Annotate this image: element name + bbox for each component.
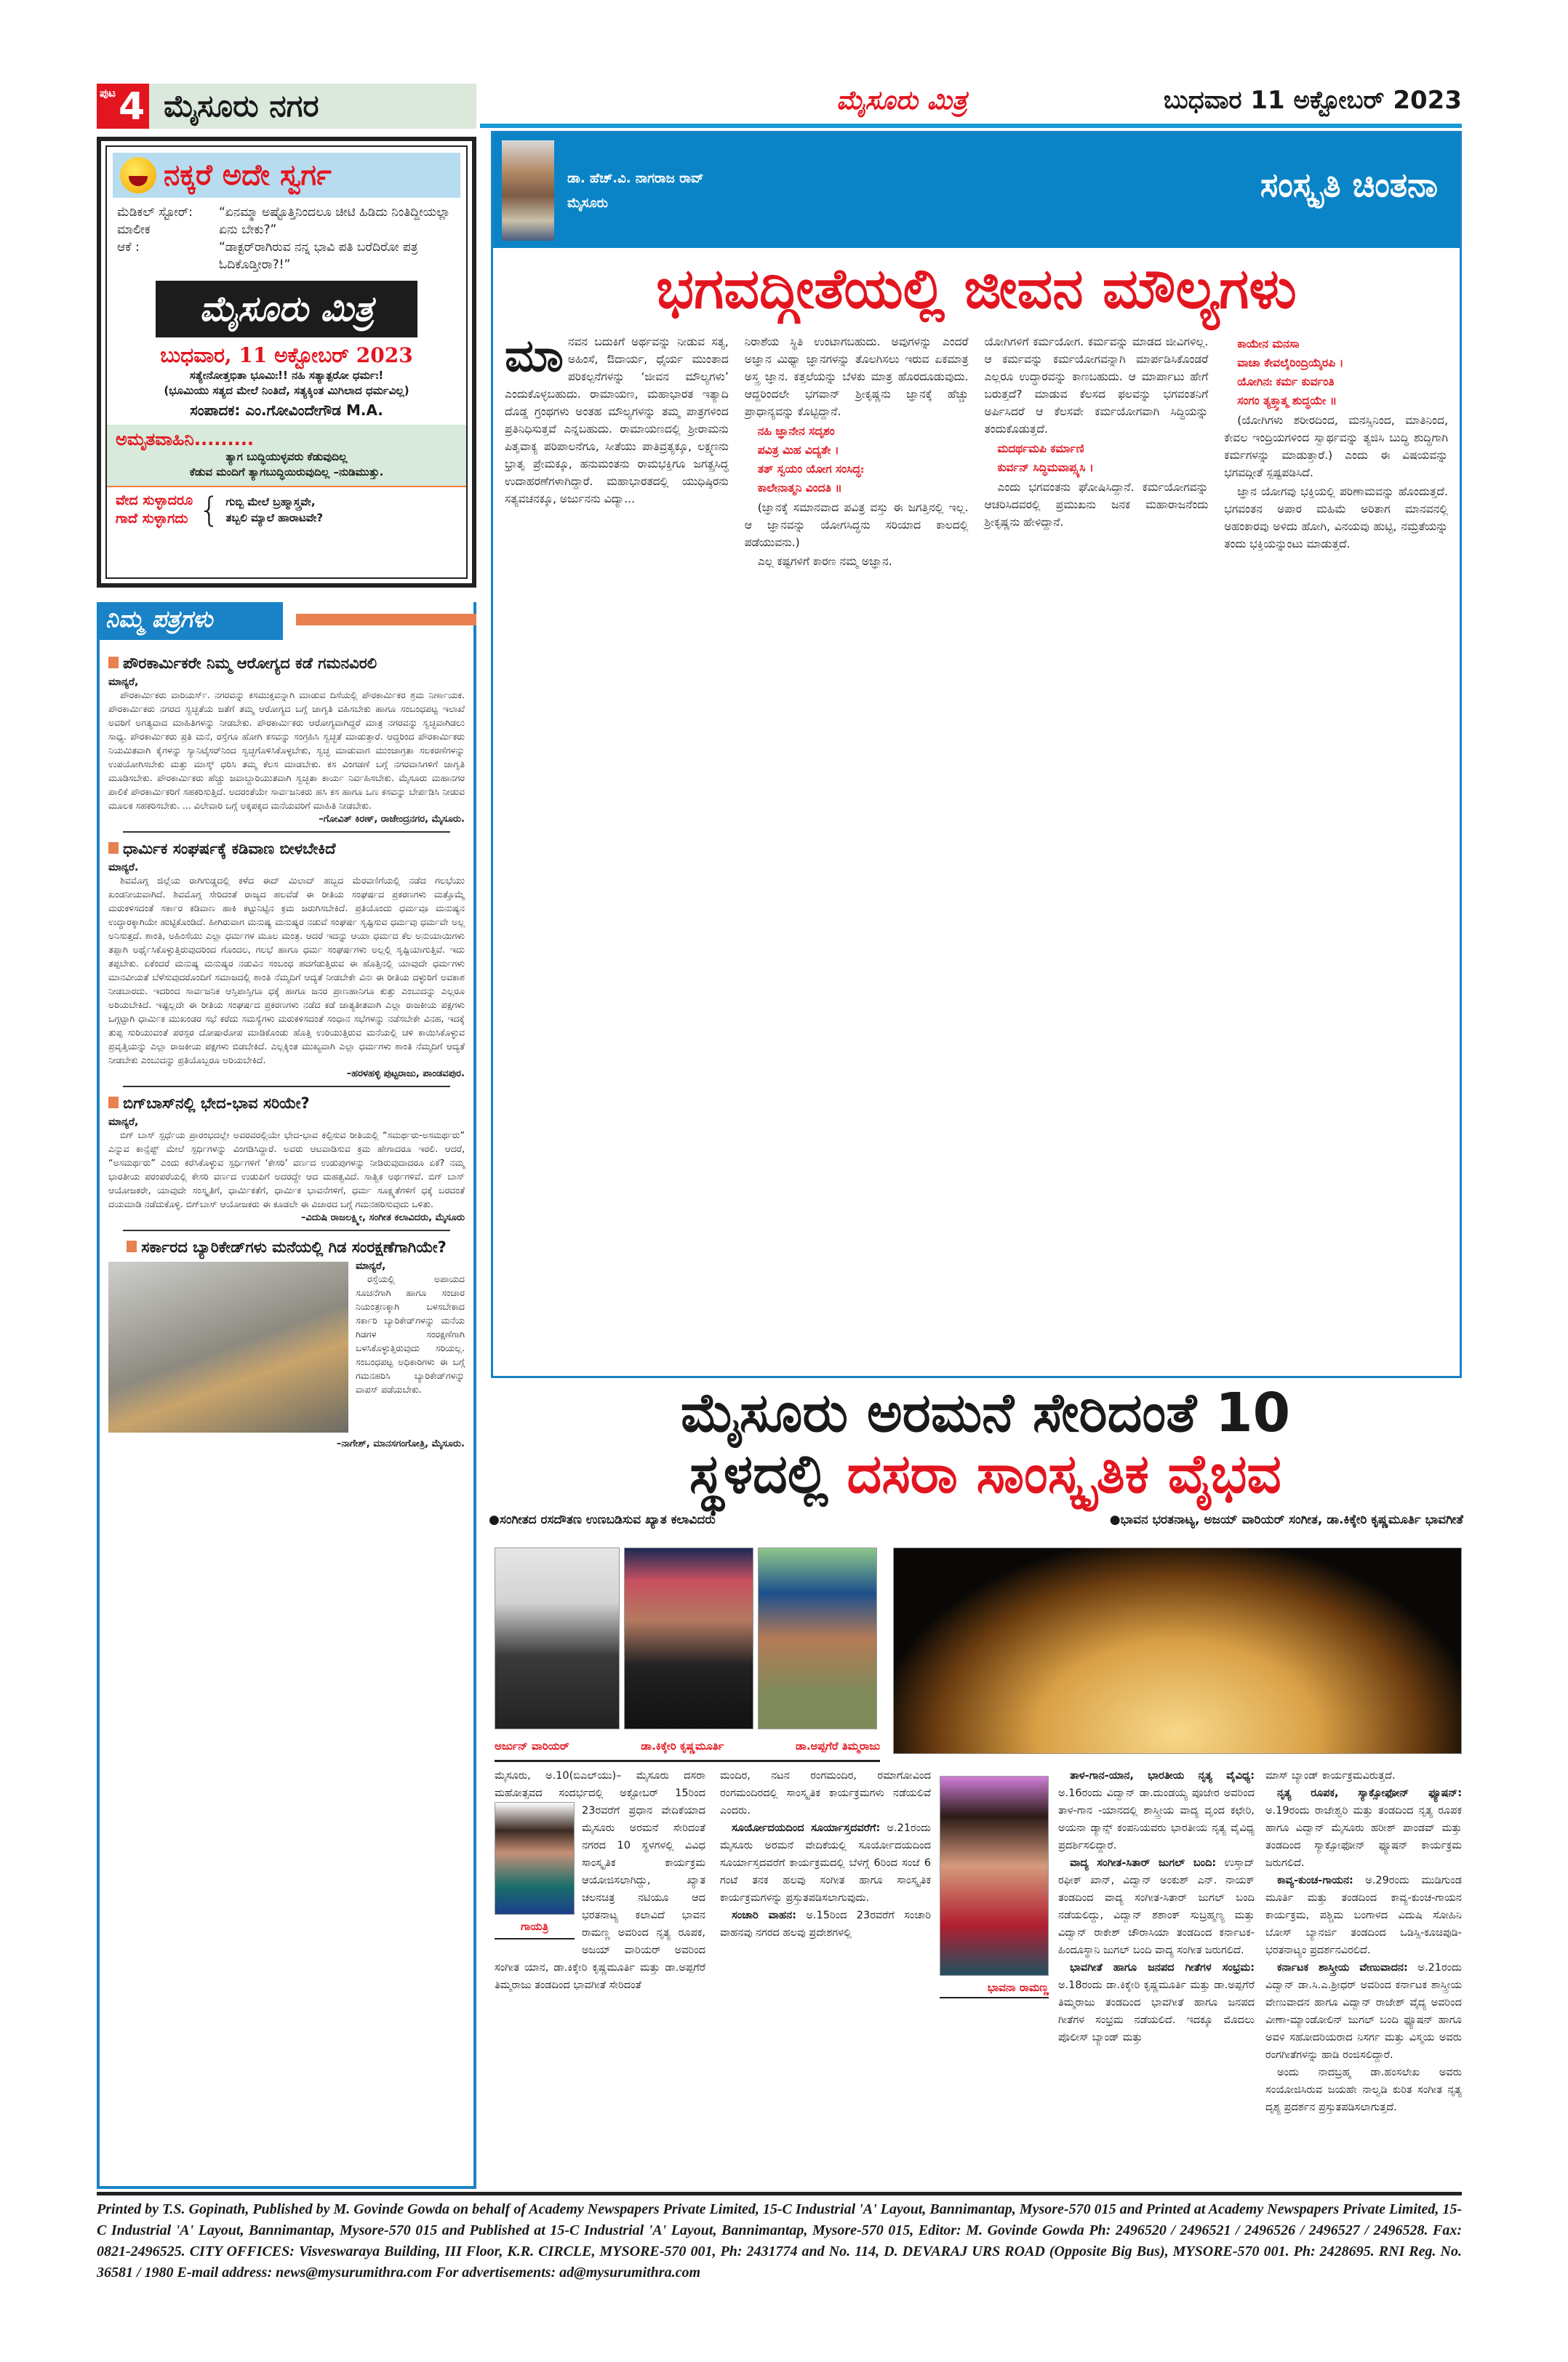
article-column bbox=[985, 333, 1209, 1366]
divider bbox=[123, 831, 450, 833]
singer-photo-kikkeri bbox=[624, 1548, 753, 1729]
paragraph: ಅ.18ರಂದು ಡಾ.ಕಿಕ್ಕೇರಿ ಕೃಷ್ಣಮೂರ್ತಿ ಮತ್ತು ಡಾ.ಅಪ್ಪಗೆರೆ ತಿಮ್ಮರಾಜು ತಂಡದಿಂದ ಭಾವಗೀತೆ ಹಾಗೂ ಜನಪದ ಗೀತೆಗಳ ಸಂಭ್ರಮ ನಡೆಯಲಿದೆ. ಇದಕ್ಕೂ ಮೊದಲು ಪೊಲೀಸ್ ಬ್ಯಾಂಡ್ ಮತ್ತು bbox=[1058, 1979, 1255, 2043]
subhead: ಕರ್ನಾಟಕ ಶಾಸ್ತ್ರೀಯ ವೇಣುವಾದನ: bbox=[1277, 1962, 1408, 1974]
letter-body: ಪೌರಕಾರ್ಮಿಕರು ವಾರಿಯರ್ಸ್. ನಗರವನ್ನು ಕಸಮುಕ್ತವನ್ನಾಗಿ ಮಾಡುವ ದಿಸೆಯಲ್ಲಿ ಪೌರಕಾರ್ಮಿಕರ ಶ್ರಮ ನಿರ್ಣಾಯಕ. ಪೌರಕಾರ್ಮಿಕರು ನಗರದ ಸ್ವಚ್ಛತೆಯ ಜತೆಗೆ ತಮ್ಮ ಆರೋಗ್ಯದ ಬಗ್ಗೆ ಜಾಗೃತಿ ವಹಿಸಬೇಕು ಹಾಗೂ ಸಂಬಂಧಪಟ್ಟ ಇಲಾಖೆ ಅವರಿಗೆ ಅಗತ್ಯವಾದ ಮಾಹಿತಿಗಳನ್ನು ನೀಡಬೇಕು. ಪೌರಕಾರ್ಮಿಕರು ಆರೋಗ್ಯವಾಗಿದ್ದರೆ ಮಾತ್ರ ನಗರವನ್ನು ಸ್ವಚ್ಛವಾಗಿಡಲು ಸಾಧ್ಯ. ಪೌರಕಾರ್ಮಿಕರು ಪ್ರತಿ ಮನೆ, ರಸ್ತೆಗೂ ಹೋಗಿ ಕಸವನ್ನು ಸಂಗ್ರಹಿಸಿ ಸ್ವಚ್ಛತೆ ಮಾಡುತ್ತಾರೆ. ಆದ್ದರಿಂದ ಪೌರಕಾರ್ಮಿಕರು ನಿಯಮಿತವಾಗಿ ಕೈಗಳನ್ನು ಸ್ಯಾನಿಟೈಸರ್‌ನಿಂದ ಸ್ವಚ್ಛಗೊಳಿಸಿಕೊಳ್ಳಬೇಕು, ಸ್ವಚ್ಛ ಮಾಡುವಾಗ ಮುಂಜಾಗ್ರತಾ ಸಲಕರಣೆಗಳನ್ನು ಉಪಯೋಗಿಸಬೇಕು ಮತ್ತು ಮಾಸ್ಕ್ ಧರಿಸಿ ತಮ್ಮ ಕೆಲಸ ಮಾಡಬೇಕು. ಕಸ ವಿಂಗಡಣೆ ಬಗ್ಗೆ ನಗರವಾಸಿಗಳಿಗೆ ಜಾಗೃತಿ ಮೂಡಿಸಬೇಕು. ಪೌರಕಾರ್ಮಿಕರು ಹೆಚ್ಚು ಜವಾಬ್ದಾರಿಯುತವಾಗಿ ಸ್ವಚ್ಛತಾ ಕಾರ್ಯ ನಿರ್ವಹಿಸಬೇಕು. ಮೈಸೂರು ಮಹಾನಗರ ಪಾಲಿಕೆ ಪೌರಕಾರ್ಮಿಕರಿಗೆ ಸಹಕರಿಸುತ್ತಿದೆ. ಅದರಂತೆಯೇ ಸಾರ್ವಜನಿಕರು ಹಸಿ ಕಸ ಹಾಗೂ ಒಣ ಕಸವನ್ನು ಬೇರ್ಪಡಿಸಿ ನೀಡುವ ಮೂಲಕ ಸಹಕರಿಸಬೇಕು. ... ವಿಲೇವಾರಿ ಬಗ್ಗೆ ಅಕ್ಕಪಕ್ಕದ ಮನೆಯವರಿಗೆ ಮಾಹಿತಿ ನೀಡಬೇಕು. bbox=[108, 689, 465, 811]
drop-cap: ಮಾ bbox=[505, 329, 564, 382]
divider bbox=[123, 1230, 450, 1231]
joke-speaker: ಆಕೆ : bbox=[117, 240, 140, 255]
brace-icon: { bbox=[199, 490, 220, 529]
feature-article bbox=[491, 131, 1462, 1378]
masthead-logo: ಮೈಸೂರು ಮಿತ್ರ bbox=[156, 281, 417, 337]
gayathri-photo bbox=[495, 1802, 575, 1915]
article-headline: ಭಗವದ್ಗೀತೆಯಲ್ಲಿ ಜೀವನ ಮೌಲ್ಯಗಳು bbox=[656, 256, 1297, 321]
barricade-photo bbox=[108, 1262, 348, 1433]
subhead: ನೃತ್ಯ ರೂಪಕ, ಸ್ಯಾಕ್ಸೋಫೋನ್ ಫ್ಯೂಷನ್: bbox=[1277, 1787, 1462, 1799]
subhead: ●ಸಂಗೀತದ ರಸದೌತಣ ಉಣಬಡಿಸುವ ಖ್ಯಾತ ಕಲಾವಿದರು bbox=[489, 1513, 716, 1527]
author-photo bbox=[502, 140, 554, 241]
section-title: ಮೈಸೂರು ನಗರ bbox=[149, 84, 476, 129]
quote-line: ತ್ಯಾಗ ಬುದ್ಧಿಯುಳ್ಳವರು ಕೆಡುವುದಿಲ್ಲ bbox=[225, 450, 348, 463]
divider bbox=[123, 1086, 450, 1087]
proverb-line: ಗುಬ್ಬಿ ಮೇಲೆ ಬ್ರಹ್ಮಾಸ್ತ್ರವೇ, bbox=[225, 495, 316, 508]
letter-signature: –ಗೋವಿತ್ ಕಿರಣ್, ರಾಜೇಂದ್ರನಗರ, ಮೈಸೂರು. bbox=[319, 814, 465, 825]
sanskrit-verse bbox=[985, 439, 1209, 477]
verse-line: ಕಾಲೇನಾತ್ಮನಿ ವಿಂದತಿ ॥ bbox=[757, 481, 842, 495]
paragraph: ಮೈಸೂರು, ಅ.10(ಬಿಎಲ್‌ಯು)– ಮೈಸೂರು ದಸರಾ ಮಹೋತ್ಸವದ ಸಂದರ್ಭದಲ್ಲಿ ಅಕ್ಟೋಬರ್ 15ರಿಂದ 23ರವರೆಗೆ ಪ್ರಧಾನ ವೇದಿಕೆಯಾದ ಮೈಸೂರು ಅರಮನೆ ಸೇರಿದಂತೆ ನಗರದ 10 ಸ್ಥಳಗಳಲ್ಲಿ ವಿವಿಧ ಸಾಂಸ್ಕೃತಿಕ ಕಾರ್ಯಕ್ರಮ ಆಯೋಜಿಸಲಾಗಿದ್ದು, ಖ್ಯಾತ ಚಲನಚಿತ್ರ ನಟಿಯೂ ಆದ ಭರತನಾಟ್ಯ ಕಲಾವಿದೆ ಭಾವನ ರಾಮಣ್ಣ ಅವರಿಂದ ನೃತ್ಯ ರೂಪಕ, ಅಜಯ್ ವಾರಿಯರ್ ಅವರಿಂದ ಸಂಗೀತ ಯಾನ, ಡಾ.ಕಿಕ್ಕೇರಿ ಕೃಷ್ಣಮೂರ್ತಿ ಮತ್ತು ಡಾ.ಅಪ್ಪಗೆರೆ ತಿಮ್ಮರಾಜು ತಂಡದಿಂದ ಭಾವಗೀತೆ ಸೇರಿದಂತೆ bbox=[495, 1770, 705, 1991]
letter bbox=[108, 1093, 465, 1231]
paragraph: ಮಂದಿರ, ನಟನ ರಂಗಮಂದಿರ, ರಮಾಗೋವಿಂದ ರಂಗಮಂದಿರದಲ್ಲಿ ಸಾಂಸ್ಕೃತಿಕ ಕಾರ್ಯಕ್ರಮಗಳು ನಡೆಯಲಿವೆ ಎಂದರು. bbox=[720, 1770, 931, 1817]
photo-captions bbox=[495, 1740, 880, 1762]
dasara-headline-line1: ಮೈಸೂರು ಅರಮನೆ ಸೇರಿದಂತೆ 10 bbox=[680, 1382, 1291, 1444]
proverb-title: ವೇದ ಸುಳ್ಳಾದರೂ bbox=[116, 492, 193, 508]
verse-line: ಕುರ್ವನ್ ಸಿದ್ಧಿಮವಾಪ್ಸ್ಯಸಿ । bbox=[997, 461, 1094, 474]
paragraph: ಅಂದು ನಾದಬ್ರಹ್ಮ ಡಾ.ಹಂಸಲೇಖ ಅವರು ಸಂಯೋಜಿಸಿರುವ ಜಯಹೇ ನಾಲ್ವಡಿ ಕುರಿತ ಸಂಗೀತ ನೃತ್ಯ ದೃಶ್ಯ ಪ್ರದರ್ಶನ ಪ್ರಸ್ತುತಪಡಿಸಲಾಗುತ್ತದೆ. bbox=[1265, 2067, 1462, 2113]
paragraph: ಜ್ಞಾನ ಯೋಗವು ಭಕ್ತಿಯಲ್ಲಿ ಪರಿಣಾಮವನ್ನು ಹೊಂದುತ್ತದೆ. ಭಗವಂತನ ಅಪಾರ ಮಹಿಮೆ ಅರಿತಾಗ ಮಾನವನಲ್ಲಿ ಅಹಂಕಾರವು ಅಳಿದು ಹೋಗಿ, ವಿನಯವು ಹುಟ್ಟಿ, ನಮ್ರತೆಯನ್ನು ತಂದು ಭಕ್ತಿಯನ್ನುಂಟು ಮಾಡುತ್ತದೆ. bbox=[1224, 485, 1448, 551]
editor-line: ಸಂಪಾದಕ: ಎಂ.ಗೋವಿಂದೇಗೌಡ M.A. bbox=[190, 401, 383, 419]
bhavana-photo bbox=[940, 1776, 1049, 1976]
amrutavahini-box bbox=[107, 425, 466, 487]
illuminated-palace-photo bbox=[893, 1548, 1462, 1754]
singer-photo-appagere bbox=[758, 1548, 877, 1729]
article-column bbox=[1224, 333, 1448, 1366]
quote-line: ಕೆಡುವ ಮಂದಿಗೆ ತ್ಯಾಗಬುದ್ಧಿಯಿರುವುದಿಲ್ಲ –ನುಡಿಮುತ್ತು. bbox=[189, 465, 384, 479]
article-banner bbox=[493, 133, 1460, 248]
proverb-title: ಗಾದೆ ಸುಳ್ಳಾಗದು bbox=[116, 511, 188, 527]
dasara-headline-line2 bbox=[509, 1443, 1462, 1505]
joke-title: ನಕ್ಕರೆ ಅದೇ ಸ್ವರ್ಗ bbox=[164, 159, 332, 192]
verse-line: ನಹಿ ಜ್ಞಾನೇನ ಸದೃಶಂ bbox=[757, 425, 835, 438]
letter-title: ಪೌರಕಾರ್ಮಿಕರೇ ನಿಮ್ಮ ಆರೋಗ್ಯದ ಕಡೆ ಗಮನವಿರಲಿ bbox=[108, 653, 465, 673]
subhead: ಸಂಚಾರಿ ವಾಹನ: bbox=[732, 1910, 796, 1921]
letter-salutation: ಮಾನ್ಯರೆ, bbox=[356, 1260, 386, 1272]
letters-section bbox=[97, 602, 476, 2189]
footer-rule bbox=[97, 2192, 1462, 2195]
caption: ಡಾ.ಅಪ್ಪಗೆರೆ ತಿಮ್ಮರಾಜು bbox=[795, 1740, 880, 1753]
imprint-line: Printed by T.S. Gopinath, Published by M. Govinde Gowda on behalf of Academy Newspapers Private Limited, 15-C Industrial 'A' Layout, Bannimantap, Mysore-570 015 and Printed at Academy Newspapers Private Limited, 15-C Industrial 'A' Layout, Bannimantap, Mysore-570 015 and Published at 15-C Industrial 'A' Layout, Bannimantap, Mysore-570 015, Editor: M. Govinde Gowda Ph: 2496520 / 2496521 / 2496526 / 2496527 / 2496528. Fax: 0821-2496525. CITY OFFICES: Visveswaraya Building, III Floor, K.R. CIRCLE, MYSORE-570 001, Ph: 2431774 and No. 114, D. DEVARAJ URS ROAD (Opposite Big Bus), MYSORE-570 001. Ph: 2428695. RNI Reg. No. 36581 / 1980 E-mail address: news@mysurumithra.com For advertisements: ad@mysurumithra.com bbox=[97, 2201, 1462, 2281]
amrutavahini-title: ಅಮೃತವಾಹಿನಿ......... bbox=[116, 429, 254, 449]
paragraph: ಉಸ್ತಾದ್ ರಫೀಕ್ ಖಾನ್, ವಿದ್ವಾನ್ ಅಂಕುಶ್ ಎನ್. ನಾಯಕ್ ತಂಡದಿಂದ ವಾದ್ಯ ಸಂಗೀತ-ಸಿತಾರ್ ಜುಗಲ್ ಬಂದಿ ನಡೆಯಲಿದ್ದು, ವಿದ್ವಾನ್ ಶಶಾಂಕ್ ಸುಬ್ರಹ್ಮಣ್ಯ ಮತ್ತು ವಿದ್ವಾನ್ ರಾಕೇಶ್ ಚೌರಾಸಿಯಾ ತಂಡದಿಂದ ಕರ್ನಾಟಕ-ಹಿಂದೂಸ್ಥಾನಿ ಜುಗಲ್ ಬಂದಿ ವಾದ್ಯ ಸಂಗೀತ ಜರುಗಲಿದೆ. bbox=[1058, 1857, 1255, 1956]
dasara-subheads bbox=[489, 1513, 1463, 1527]
verse-line: ವಾಚಾ ಕೇವಲೈರಿಂದ್ರಿಯೈರಪಿ । bbox=[1237, 356, 1344, 369]
motto-meaning: (ಭೂಮಿಯು ಸತ್ಯದ ಮೇಲೆ ನಿಂತಿದೆ, ಸತ್ಯಕ್ಕಿಂತ ಮಿಗಿಲಾದ ಧರ್ಮವಿಲ್ಲ) bbox=[164, 384, 409, 397]
letter-body: ಬಿಗ್ ಬಾಸ್ ಸ್ಪರ್ಧೆಯ ಪ್ರಾರಂಭದಲ್ಲೇ ಅವರವರಲ್ಲಿಯೇ ಭೇದ-ಭಾವ ಕಲ್ಪಿಸುವ ರೀತಿಯಲ್ಲಿ “ಸಮರ್ಥರು-ಅಸಮರ್ಥರು” ಎನ್ನುವ ಕಾನ್ಸೆಪ್ಟ್ ಮೇಲೆ ಸ್ಪರ್ಧಿಗಳನ್ನು ವಿಂಗಡಿಸಿದ್ದಾರೆ. ಅವರು ಆಟವಾಡಿಸುವ ಕ್ರಮ ಹೇಗಾದರೂ ಇರಲಿ. ಆದರೆ, “ಅಸಮರ್ಥರು” ಎಂದು ಕರೆಸಿಕೊಳ್ಳುವ ಸ್ಪರ್ಧಿಗಳಿಗೆ ‘ಕೇಸರಿ’ ವರ್ಣದ ಉಡುಪುಗಳನ್ನು ನೀಡಿರುವುದಾದರೂ ಏಕೆ? ನಮ್ಮ ಭಾರತೀಯ ಪರಂಪರೆಯಲ್ಲಿ ಕೇಸರಿ ವರ್ಣದ ಉಡುಪಿಗೆ ಅದರದ್ದೇ ಆದ ಮಹತ್ವವಿದೆ. ಸಾತ್ವಿಕ ಅರ್ಥಗಳಿವೆ. ಬಿಗ್ ಬಾಸ್ ಆಯೋಜಕರೇ, ಯಾವುದೇ ಸಂಸ್ಕೃತಿಗೆ, ಧಾರ್ಮಿಕತೆಗೆ, ಧಾರ್ಮಿಕ ಭಾವನೆಗಳಿಗೆ, ಧರ್ಮ ಸೂಕ್ಷ್ಮತೆಗಳಿಗೆ ಧಕ್ಕೆ ಬರದಂತೆ ದಯಮಾಡಿ ನಡೆದುಕೊಳ್ಳಿ. ಬಿಗ್‌ಬಾಸ್ ಆಯೋಜಕರು ಈ ಕೂಡಲೇ ಈ ವಿಚಾರದ ಬಗ್ಗೆ ಗಮನಹರಿಸುವುದು ಒಳಿತು. bbox=[108, 1129, 465, 1209]
letters-title: ನಿಮ್ಮ ಪತ್ರಗಳು bbox=[97, 602, 283, 640]
laughing-smiley-icon bbox=[120, 157, 156, 193]
issue-date: ಬುಧವಾರ 11 ಅಕ್ಟೋಬರ್ 2023 bbox=[1163, 86, 1462, 115]
joke-banner bbox=[113, 153, 460, 198]
verse-line: ಪವಿತ್ರ ಮಿಹ ವಿದ್ಯತೇ । bbox=[757, 444, 839, 457]
paragraph: ಎಂದು ಭಗವಂತನು ಘೋಷಿಸಿದ್ದಾನೆ. ಕರ್ಮಯೋಗವನ್ನು ಆಚರಿಸಿದವರಲ್ಲಿ ಪ್ರಮುಖನು ಜನಕ ಮಹಾರಾಜನೆಂದು ಶ್ರೀಕೃಷ್ಣನು ಹೇಳಿದ್ದಾನೆ. bbox=[984, 481, 1209, 529]
paragraph: ಅ.29ರಂದು ಮುಡಿಗುಂಡ ಮೂರ್ತಿ ಮತ್ತು ತಂಡದಿಂದ ಕಾವ್ಯ-ಕುಂಚ-ಗಾಯನ ಕಾರ್ಯಕ್ರಮ, ಪಶ್ಚಿಮ ಬಂಗಾಳದ ವಿದುಷಿ ಸೋಹಿನಿ ಬೋಸ್ ಬ್ಯಾನರ್ಜಿ ತಂಡದಿಂದ ಒಡಿಸ್ಸಿ-ಕೂಚಿಪುಡಿ-ಭರತನಾಟ್ಯಂ ಪ್ರದರ್ಶನವಿರಲಿದೆ. bbox=[1265, 1875, 1462, 1956]
headline-black-part: ಸ್ಥಳದಲ್ಲಿ bbox=[689, 1443, 828, 1505]
verse-line: ಮದರ್ಥಮಪಿ ಕರ್ಮಾಣಿ bbox=[997, 442, 1084, 455]
subhead: ಸೂರ್ಯೋದಯದಿಂದ ಸೂರ್ಯಾಸ್ತದವರೆಗೆ: bbox=[732, 1822, 881, 1834]
letter-salutation: ಮಾನ್ಯರೆ, bbox=[108, 1116, 139, 1128]
caption: ಅರ್ಜುನ್ ವಾರಿಯರ್ bbox=[495, 1740, 569, 1753]
verse-line: ಯೋಗಿನಃ ಕರ್ಮ ಕುರ್ವಂತಿ bbox=[1237, 375, 1335, 388]
caption: ಡಾ.ಕಿಕ್ಕೇರಿ ಕೃಷ್ಣಮೂರ್ತಿ bbox=[641, 1740, 724, 1753]
column-kicker: ಸಂಸ್ಕೃತಿ ಚಿಂತನಾ bbox=[1260, 165, 1438, 204]
letter-salutation: ಮಾನ್ಯರೆ, bbox=[108, 676, 139, 688]
subhead: ಭಾವಗೀತೆ ಹಾಗೂ ಜನಪದ ಗೀತೆಗಳ ಸಂಭ್ರಮ: bbox=[1070, 1962, 1255, 1974]
letter bbox=[108, 1237, 465, 1452]
letter-body: ಶಿವಮೊಗ್ಗ ಜಿಲ್ಲೆಯ ರಾಗಿಗುಡ್ಡದಲ್ಲಿ ಕಳೆದ ಈದ್ ಮಿಲಾದ್ ಹಬ್ಬದ ಮೆರವಣಿಗೆಯಲ್ಲಿ ನಡೆದ ಗಲಭೆಯು ಖಂಡನೀಯವಾಗಿದೆ. ಶಿವಮೊಗ್ಗ ಸೇರಿದಂತೆ ರಾಜ್ಯದ ಹಲವೆಡೆ ಈ ರೀತಿಯ ಸಂಘರ್ಷದ ಪ್ರಕರಣಗಳು ಮತ್ತೊಮ್ಮೆ ಮರುಕಳಿಸದಂತೆ ಸರ್ಕಾರ ಕಡಿವಾಣ ಹಾಕಿ ಕಟ್ಟುನಿಟ್ಟಿನ ಕ್ರಮ ಜರುಗಿಸಬೇಕಿದೆ. ಪ್ರತಿಯೊಂದು ಧರ್ಮವೂ ಮನುಷ್ಯನ ಉದ್ಧಾರಕ್ಕಾಗಿಯೇ ಹುಟ್ಟಿಕೊಂಡಿದೆ. ಹೀಗಿರುವಾಗ ಮನುಷ್ಯ ಮನುಷ್ಯರ ನಡುವೆ ಸಂಘರ್ಷ ಸೃಷ್ಟಿಸುವ ಧರ್ಮವು ಧರ್ಮವೇ ಅಲ್ಲ ಅನಿಸುತ್ತದೆ. ಶಾಂತಿ, ಅಹಿಂಸೆಯು ಎಲ್ಲಾ ಧರ್ಮಗಳ ಮೂಲ ಮಂತ್ರ. ಆದರೆ ಇದನ್ನು ಆಯಾ ಧರ್ಮದ ಕೆಲ ಅನುಯಾಯಿಗಳು ತಪ್ಪಾಗಿ ಅರ್ಥೈಸಿಕೊಳ್ಳುತ್ತಿರುವುದರಿಂದ ಗೊಂದಲ, ಗಲಭೆ ಹಾಗೂ ಧರ್ಮ ಸಂಘರ್ಷಗಳು ಅಲ್ಲಲ್ಲಿ ಸೃಷ್ಟಿಯಾಗುತ್ತಿವೆ. ಇದು ತಪ್ಪಬೇಕು. ಏಕೆಂದರೆ ಮನುಷ್ಯ ಮನುಷ್ಯರ ನಡುವಿನ ಸಂಬಂಧ ಹದಗೆಡುತ್ತಿರುವ ಈ ಹೊತ್ತಿನಲ್ಲಿ ಯಾವುದೇ ಧರ್ಮಗಳು ಮಾನವೀಯತೆ ಬೆಳೆಸುವುದರೊಂದಿಗೆ ಸಮಾಜದಲ್ಲಿ ಶಾಂತಿ ನೆಮ್ಮದಿಗೆ ಆದ್ಯತೆ ನೀಡಬೇಕೇ ವಿನಃ ಈ ರೀತಿಯ ದಳ್ಳುರಿಗೆ ಅವಕಾಶ ನೀಡಬಾರದು. ಇದರಿಂದ ಸಾರ್ವಜನಿಕ ಆಸ್ತಿಪಾಸ್ತಿಗೂ ಧಕ್ಕೆ ಹಾಗೂ ಜನರ ಪ್ರಾಣಹಾನಿಗೂ ಕುತ್ತು ಎಂಬುದನ್ನು ಎಲ್ಲರೂ ಅರಿಯಬೇಕಿದೆ. ಇಷ್ಟಲ್ಲದೇ ಈ ರೀತಿಯ ಸಂಘರ್ಷದ ಪ್ರಕರಣಗಳು ನಡೆದ ಕಡೆ ಜಾತ್ಯತೀತವಾಗಿ ಎಲ್ಲಾ ರಾಜಕೀಯ ಪಕ್ಷಗಳು ಒಗ್ಗಟ್ಟಾಗಿ ಧಾರ್ಮಿಕ ಮುಖಂಡರ ಸಭೆ ಕರೆದು ಸಮಸ್ಯೆಗಳು ಮರುಕಳಿಸದಂತೆ ಸಂಧಾನ ಸಭೆಗಳನ್ನು ನಡೆಸಬೇಕೇ ವಿನಹ, ಇದಕ್ಕೆ ತುಪ್ಪ ಸುರಿಯುವಂತೆ ಪರಸ್ಪರ ದೋಷಾರೋಪ ಮಾಡಿಕೊಂಡು ಹೊತ್ತಿ ಉರಿಯುತ್ತಿರುವ ಮನೆಯಲ್ಲಿ ಚಳಿ ಕಾಯಿಸಿಕೊಳ್ಳುವ ಪ್ರವೃತ್ತಿಯನ್ನು ಎಲ್ಲಾ ರಾಜಕೀಯ ಪಕ್ಷಗಳು ಬಿಡಬೇಕಿದೆ. ಎಲ್ಲಕ್ಕಿಂತ ಮುಖ್ಯವಾಗಿ ಎಲ್ಲಾ ಧರ್ಮಗಳು ಶಾಂತಿ ನೆಮ್ಮದಿಗೆ ಆದ್ಯತೆ ನೀಡಬೇಕು ಎಂಬುದನ್ನು ಪ್ರತಿಯೊಬ್ಬರೂ ಅರಿಯಬೇಕಿದೆ. bbox=[108, 875, 465, 1065]
caption: ಗಾಯತ್ರಿ bbox=[495, 1915, 575, 1939]
letter-signature: –ನಾಗೇಶ್, ಮಾನಸಗಂಗೋತ್ರಿ, ಮೈಸೂರು. bbox=[336, 1438, 465, 1449]
paragraph: ಮಾಸ್ ಬ್ಯಾಂಡ್ ಕಾರ್ಯಕ್ರಮವಿರುತ್ತದೆ. bbox=[1265, 1770, 1396, 1782]
letters-title-bar bbox=[296, 614, 476, 625]
letter bbox=[108, 838, 465, 1087]
dasara-column bbox=[720, 1767, 931, 1942]
proverb-line: ತಬ್ಬಲಿ ಮ್ಯಾಲೆ ಹಾರಾಟವೇ? bbox=[225, 511, 324, 524]
paragraph: (ಯೋಗಿಗಳು ಶರೀರದಿಂದ, ಮನಸ್ಸಿನಿಂದ, ಮಾತಿನಿಂದ, ಕೇವಲ ಇಂದ್ರಿಯಗಳಿಂದ ಸ್ವಾರ್ಥವನ್ನು ತ್ಯಜಿಸಿ ಬುದ್ಧಿ ಶುದ್ಧಿಗಾಗಿ ಕರ್ಮಗಳನ್ನು ಮಾಡುತ್ತಾರೆ.) ಎಂದು ಈ ವಿಷಯವನ್ನು ಭಗವದ್ಗೀತೆ ಸ್ಪಷ್ಟಪಡಿಸಿದೆ. bbox=[1224, 414, 1448, 479]
masthead-box bbox=[97, 137, 476, 588]
subhead: ಕಾವ್ಯ-ಕುಂಚ-ಗಾಯನ: bbox=[1277, 1875, 1353, 1886]
proverb-box bbox=[107, 487, 466, 532]
page-label: ಪುಟ bbox=[100, 87, 116, 100]
dasara-column bbox=[495, 1767, 705, 1994]
masthead-date: ಬುಧವಾರ, 11 ಅಕ್ಟೋಬರ್ 2023 bbox=[160, 343, 413, 367]
verse-line: ತತ್ ಸ್ವಯಂ ಯೋಗ ಸಂಸಿದ್ಧಃ bbox=[757, 463, 864, 476]
paragraph: ಯೋಗಿಗಳಿಗೆ ಕರ್ಮಯೋಗ. ಕರ್ಮವನ್ನು ಮಾಡದ ಜೀವಿಗಳಿಲ್ಲ. ಆ ಕರ್ಮವನ್ನು ಕರ್ಮಯೋಗವನ್ನಾಗಿ ಮಾರ್ಪಡಿಸಿಕೊಂಡರೆ ಎಲ್ಲರೂ ಉದ್ಧಾರವನ್ನು ಕಾಣಬಹುದು. ಆ ಮಾರ್ಪಾಟು ಹೇಗೆ ಬರುತ್ತದೆ? ಮಾಡುವ ಕೆಲಸದ ಫಲವನ್ನು ಭಗವಂತನಿಗೆ ಅರ್ಪಿಸಿದರೆ ಆ ಕೆಲಸವೇ ಕರ್ಮಯೋಗವಾಗಿ ಸಿದ್ಧಿಯನ್ನು ತಂದುಕೊಡುತ್ತದೆ. bbox=[984, 335, 1209, 436]
joke-dialogue bbox=[117, 204, 456, 273]
author-place: ಮೈಸೂರು bbox=[567, 196, 608, 211]
letter-title: ಬಿಗ್‌ಬಾಸ್‌ನಲ್ಲಿ ಭೇದ-ಭಾವ ಸರಿಯೇ? bbox=[108, 1093, 465, 1113]
sanskrit-verse bbox=[1224, 335, 1448, 410]
subhead: ವಾದ್ಯ ಸಂಗೀತ-ಸಿತಾರ್ ಜುಗಲ್ ಬಂದಿ: bbox=[1070, 1857, 1217, 1869]
joke-speaker: ಮೆಡಿಕಲ್ ಸ್ಟೋರ್: ಮಾಲೀಕ bbox=[117, 205, 193, 237]
paragraph: ಅ.21ರಂದು ವಿದ್ವಾನ್ ಡಾ.ಸಿ.ಎ.ಶ್ರೀಧರ್ ಅವರಿಂದ ಕರ್ನಾಟಕ ಶಾಸ್ತ್ರೀಯ ವೇಣುವಾದನ ಹಾಗೂ ವಿದ್ವಾನ್ ರಾಜೇಶ್ ವೈದ್ಯ ಅವರಿಂದ ವೀಣಾ-ಮ್ಯಾಂಡೋಲಿನ್ ಜುಗಲ್ ಬಂದಿ ಫ್ಯೂಷನ್ ಹಾಗೂ ಅವಳಿ ಸಹೋದರಿಯರಾದ ನಿಸರ್ಗ ಮತ್ತು ವಿಸ್ಮಯ ಅವರು ರಂಗಗೀತೆಗಳನ್ನು ಹಾಡಿ ರಂಜಿಸಲಿದ್ದಾರೆ. bbox=[1265, 1962, 1463, 2061]
verse-line: ಸಂಗಂ ತ್ಯಕ್ತ್ವಾತ್ಮ ಶುದ್ಧಯೇ ॥ bbox=[1237, 394, 1337, 407]
paragraph: ನಿರಾಶೆಯ ಸ್ಥಿತಿ ಉಂಟಾಗಬಹುದು. ಅವುಗಳನ್ನು ಎಂದರೆ ಅಜ್ಞಾನ ಮಿಥ್ಯಾ ಜ್ಞಾನಗಳನ್ನು ತೊಲಗಿಸಲು ಇರುವ ಏಕಮಾತ್ರ ಅಸ್ತ್ರ ಜ್ಞಾನ. ಕತ್ತಲೆಯನ್ನು ಬೆಳಕು ಮಾತ್ರ ಹೊರದೂಡುವುದು. ಆದ್ದರಿಂದಲೇ ಭಗವಾನ್ ಶ್ರೀಕೃಷ್ಣನು ಜ್ಞಾನಕ್ಕೆ ಹೆಚ್ಚು ಪ್ರಾಧಾನ್ಯವನ್ನು ಕೊಟ್ಟಿದ್ದಾನೆ. bbox=[744, 335, 969, 418]
newspaper-logo: ಮೈಸೂರು ಮಿತ್ರ bbox=[836, 86, 967, 116]
page-number-box bbox=[97, 84, 149, 129]
letter-title: ಸರ್ಕಾರದ ಬ್ಯಾರಿಕೇಡ್‌ಗಳು ಮನೆಯಲ್ಲಿ ಗಿಡ ಸಂರಕ್ಷಣೆಗಾಗಿಯೇ? bbox=[108, 1237, 465, 1257]
caption: ಭಾವನಾ ರಾಮಣ್ಣ bbox=[940, 1981, 1049, 1998]
paragraph: ಅ.16ರಂದು ವಿದ್ವಾನ್ ಡಾ.ದುಂಡಯ್ಯ ಪೂಜೇರ ಅವರಿಂದ ತಾಳ-ಗಾನ -ಯಾನದಲ್ಲಿ ಶಾಸ್ತ್ರೀಯ ವಾದ್ಯ ವೃಂದ ಕಛೇರಿ, ಅಯನಾ ಡ್ಯಾನ್ಸ್ ಕಂಪನಿಯವರು ಭಾರತೀಯ ನೃತ್ಯ ವೈವಿಧ್ಯ ಪ್ರದರ್ಶಿಸಲಿದ್ದಾರೆ. bbox=[1058, 1787, 1255, 1851]
letter-signature: –ಹರಳಹಳ್ಳಿ ಪುಟ್ಟರಾಜು, ಪಾಂಡವಪುರ. bbox=[346, 1068, 465, 1079]
sanskrit-verse bbox=[745, 422, 969, 497]
joke-line: “ಏನಮ್ಮಾ ಅಷ್ಟೊತ್ತಿನಿಂದಲೂ ಚೀಟಿ ಹಿಡಿದು ನಿಂತಿದ್ದೀಯಲ್ಲಾ ಏನು ಬೇಕು?” bbox=[219, 205, 450, 237]
letter-title: ಧಾರ್ಮಿಕ ಸಂಘರ್ಷಕ್ಕೆ ಕಡಿವಾಣ ಬೀಳಬೇಕಿದೆ bbox=[108, 838, 465, 859]
headline-red-part: ದಸರಾ ಸಾಂಸ್ಕೃತಿಕ ವೈಭವ bbox=[847, 1443, 1281, 1505]
joke-line: “ಡಾಕ್ಟರ್‌ರಾಗಿರುವ ನನ್ನ ಭಾವಿ ಪತಿ ಬರೆದಿರೋ ಪತ್ರ ಓದಿಕೊಡ್ತೀರಾ?!” bbox=[219, 240, 418, 272]
paragraph: ಎಲ್ಲ ಕಷ್ಟಗಳಿಗೆ ಕಾರಣ ನಮ್ಮ ಅಜ್ಞಾನ. bbox=[757, 555, 892, 568]
paragraph: ನವನ ಬದುಕಿಗೆ ಅರ್ಥವನ್ನು ನೀಡುವ ಸತ್ಯ, ಅಹಿಂಸೆ, ಔದಾರ್ಯ, ಧೈರ್ಯ ಮುಂತಾದ ಪರಿಕಲ್ಪನೆಗಳನ್ನು ‘ಜೀವನ ಮೌಲ್ಯಗಳು’ ಎಂದುಕೊಳ್ಳಬಹುದು. ರಾಮಾಯಣ, ಮಹಾಭಾರತ ಇತ್ಯಾದಿ ದೊಡ್ಡ ಗ್ರಂಥಗಳು ಅಂತಹ ಮೌಲ್ಯಗಳನ್ನು ತಮ್ಮ ಪಾತ್ರಗಳಿಂದ ಪ್ರತಿನಿಧಿಸುತ್ತವೆ ಎನ್ನಬಹುದು. ರಾಮಾಯಣದಲ್ಲಿ ಶ್ರೀರಾಮನು ಪಿತೃವಾಕ್ಯ ಪರಿಪಾಲನೆಗೂ, ಸೀತೆಯು ಪಾತಿವ್ರತ್ಯಕ್ಕೂ, ಲಕ್ಷ್ಮಣನು ಭ್ರಾತೃ ಪ್ರೇಮಕ್ಕೂ, ಹನುಮಂತನು ರಾಮಭಕ್ತಿಗೂ ಜಗತ್ಪ್ರಸಿದ್ಧ ಉದಾಹರಣೆಗಳಾಗಿದ್ದಾರೆ. ಮಹಾಭಾರತದಲ್ಲಿ ಯುಧಿಷ್ಠಿರನು ಸತ್ಯವಚನಕ್ಕೂ, ಅರ್ಜುನನು ವಿದ್ಯಾ... bbox=[505, 335, 729, 505]
subhead: ●ಭಾವನ ಭರತನಾಟ್ಯ, ಅಜಯ್ ವಾರಿಯರ್ ಸಂಗೀತ, ಡಾ.ಕಿಕ್ಕೇರಿ ಕೃಷ್ಣಮೂರ್ತಿ ಭಾವಗೀತೆ bbox=[1109, 1513, 1463, 1527]
article-column bbox=[505, 329, 729, 1366]
subhead: ತಾಳ-ಗಾನ-ಯಾನ, ಭಾರತೀಯ ನೃತ್ಯ ವೈವಿಧ್ಯ: bbox=[1070, 1770, 1255, 1782]
paragraph: ಅ.19ರಂದು ರಾಜೇಶ್ವರಿ ಮತ್ತು ತಂಡದಿಂದ ನೃತ್ಯ ರೂಪಕ ಹಾಗೂ ವಿದ್ವಾನ್ ಮೈಸೂರು ಹರೀಶ್ ಪಾಂಡವ್ ಮತ್ತು ತಂಡದಿಂದ ಸ್ಯಾಕ್ಸೋಫೋನ್ ಫ್ಯೂಷನ್ ಕಾರ್ಯಕ್ರಮ ಜರುಗಲಿದೆ. bbox=[1265, 1805, 1462, 1869]
paragraph: ಅ.15ರಿಂದ 23ರವರೆಗೆ ಸಂಚಾರಿ ವಾಹನವು ನಗರದ ಹಲವು ಪ್ರದೇಶಗಳಲ್ಲಿ bbox=[720, 1910, 932, 1939]
motto: ಸತ್ಯೇನೋತ್ತಭಿತಾ ಭೂಮಿಃ!! ನಹಿ ಸತ್ಯಾತ್ಪರೋ ಧರ್ಮಃ! bbox=[189, 369, 384, 382]
gayathri-figure bbox=[495, 1802, 575, 1939]
author-name: ಡಾ. ಹೆಚ್.ವಿ. ನಾಗರಾಜ ರಾವ್ bbox=[567, 171, 704, 186]
header-rule bbox=[480, 124, 1462, 128]
letter-body: ರಸ್ತೆಯಲ್ಲಿ ಅಪಾಯದ ಸೂಚನೆಗಾಗಿ ಹಾಗೂ ಸಂಚಾರ ನಿಯಂತ್ರಣಕ್ಕಾಗಿ ಬಳಸಬೇಕಾದ ಸರ್ಕಾರಿ ಬ್ಯಾರಿಕೇಡ್‌ಗಳನ್ನು ಮನೆಯ ಗಿಡಗಳ ಸಂರಕ್ಷಣೆಗಾಗಿ ಬಳಸಿಕೊಳ್ಳುತ್ತಿರುವುದು ಸರಿಯಲ್ಲ. ಸಂಬಂಧಪಟ್ಟ ಅಧಿಕಾರಿಗಳು ಈ ಬಗ್ಗೆ ಗಮನಹರಿಸಿ ಬ್ಯಾರಿಕೇಡ್‌ಗಳನ್ನು ವಾಪಸ್ ಪಡೆಯಬೇಕು. bbox=[356, 1273, 465, 1395]
page-number: 4 bbox=[119, 85, 145, 129]
letter-salutation: ಮಾನ್ಯರೆ. bbox=[108, 862, 139, 873]
letter-signature: –ವಿದುಷಿ ರಾಜಲಕ್ಷ್ಮೀ, ಸಂಗೀತ ಕಲಾವಿದರು, ಮೈಸೂರು bbox=[300, 1212, 465, 1223]
paragraph: ಅ.21ರಂದು ಮೈಸೂರು ಅರಮನೆ ವೇದಿಕೆಯಲ್ಲಿ ಸೂರ್ಯೋದಯದಿಂದ ಸೂರ್ಯಾಸ್ತದವರೆಗೆ ಕಾರ್ಯಕ್ರಮದಲ್ಲಿ ಬೆಳಗ್ಗೆ 6ರಿಂದ ಸಂಜೆ 6 ಗಂಟೆ ತನಕ ಹಲವು ಸಂಗೀತ ಹಾಗೂ ಸಾಂಸ್ಕೃತಿಕ ಕಾರ್ಯಕ್ರಮಗಳನ್ನು ಪ್ರಸ್ತುತಪಡಿಸಲಾಗುವುದು. bbox=[720, 1822, 931, 1904]
dasara-column bbox=[1265, 1767, 1462, 2116]
dasara-column bbox=[1058, 1767, 1255, 2046]
singer-photo-arjun bbox=[495, 1548, 620, 1729]
article-column bbox=[745, 333, 969, 1366]
verse-line: ಕಾಯೇನ ಮನಸಾ bbox=[1237, 337, 1300, 351]
paragraph: (ಜ್ಞಾನಕ್ಕೆ ಸಮಾನವಾದ ಪವಿತ್ರ ವಸ್ತು ಈ ಜಗತ್ತಿನಲ್ಲಿ ಇಲ್ಲ. ಆ ಜ್ಞಾನವನ್ನು ಯೋಗಸಿದ್ಧನು ಸರಿಯಾದ ಕಾಲದಲ್ಲಿ ಪಡೆಯುವನು.) bbox=[744, 501, 969, 549]
letter bbox=[108, 653, 465, 833]
